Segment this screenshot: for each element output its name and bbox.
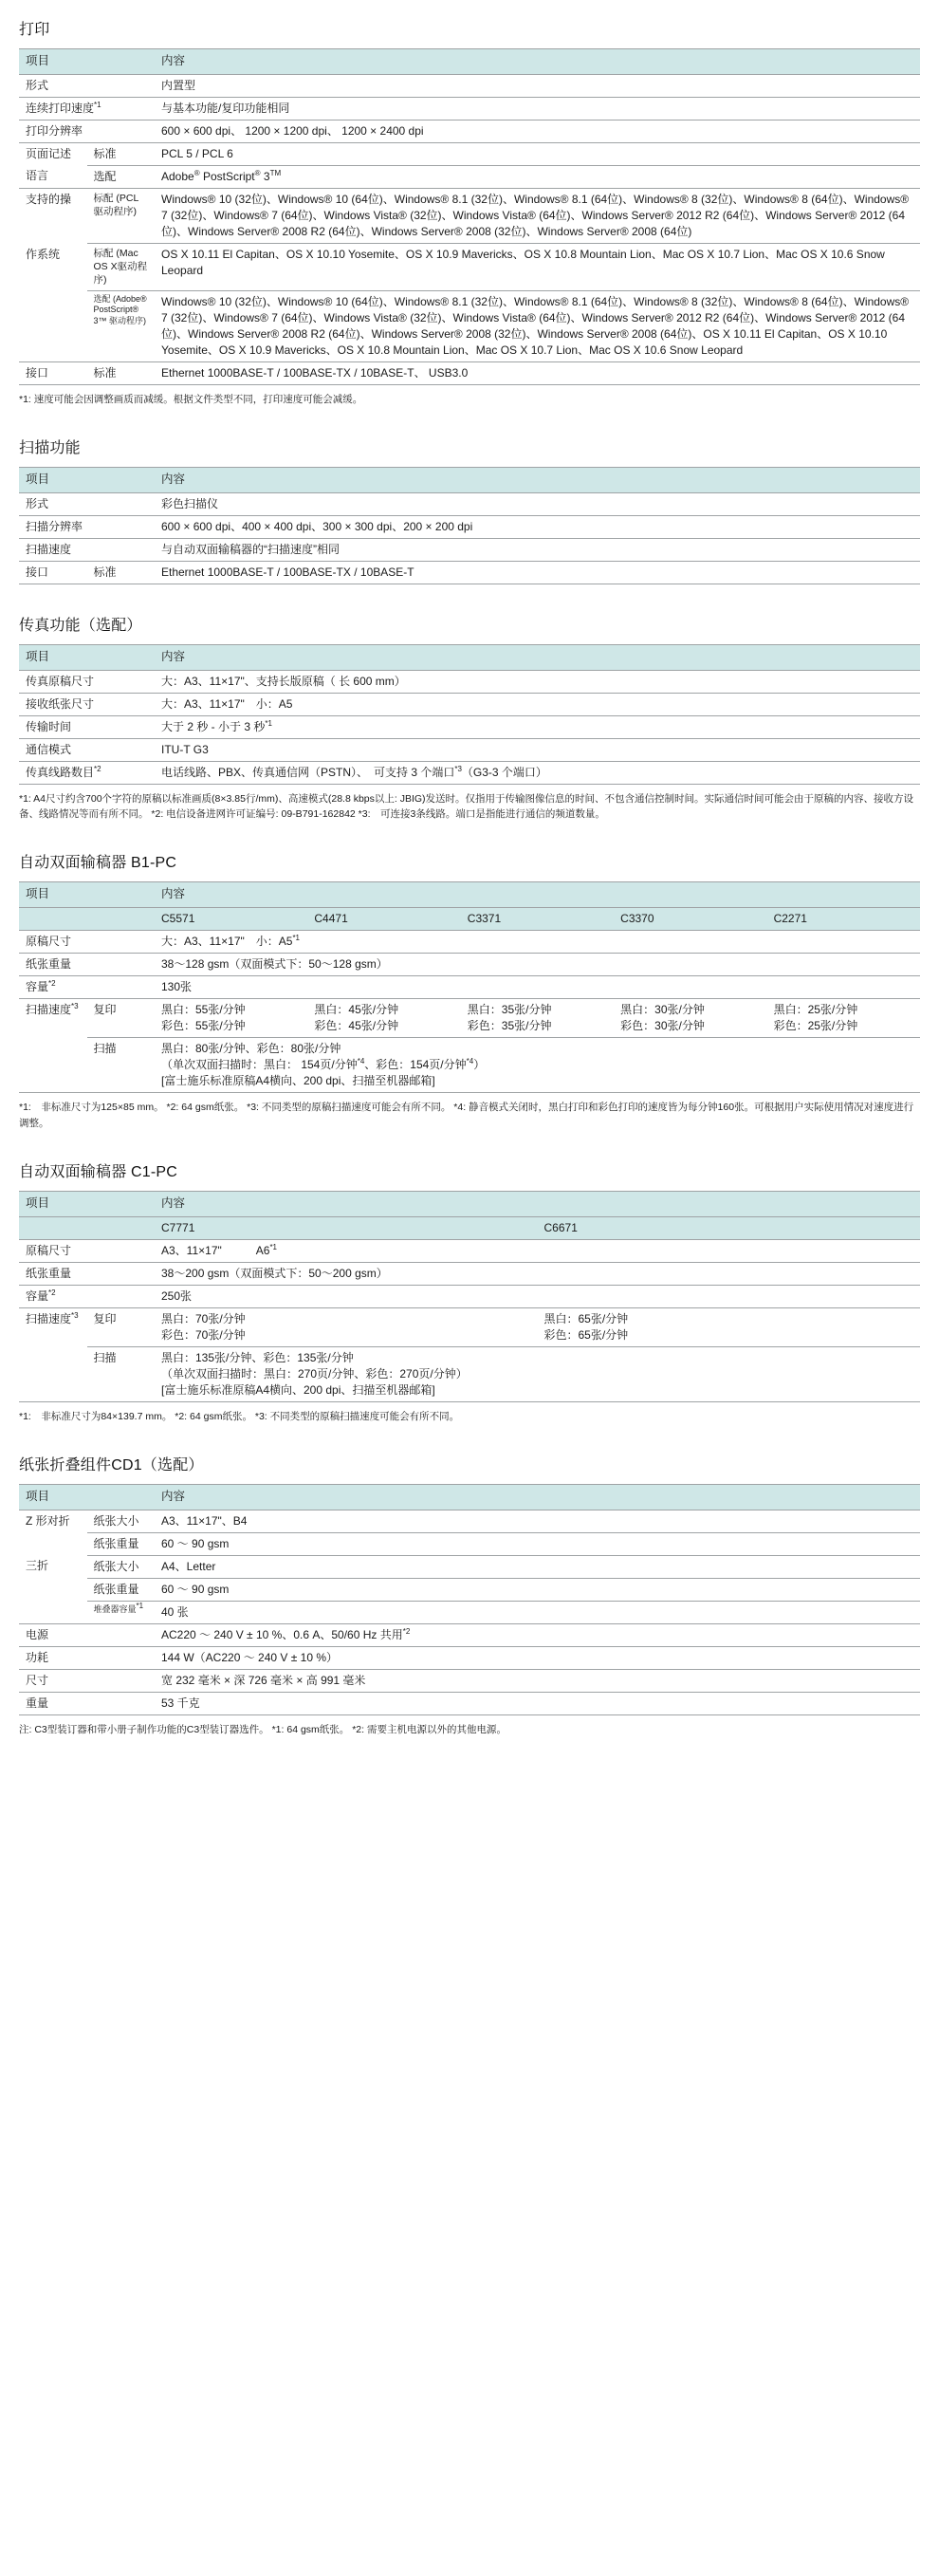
row-value-c1-scan	[155, 1346, 920, 1401]
fax-section-title: 传真功能（选配）	[19, 617, 142, 634]
row-value-print-speed: 与基本功能/复印功能相同	[155, 97, 920, 120]
column-header-item: 项目	[19, 49, 155, 75]
table-row	[19, 976, 920, 999]
table-row	[19, 538, 920, 561]
table-header-row	[19, 644, 920, 670]
table-row	[19, 954, 920, 976]
column-header-content: 内容	[155, 1191, 920, 1216]
row-value-scan-resolution: 600 × 600 dpi、400 × 400 dpi、300 × 300 dpi、200 × 200 dpi	[155, 515, 920, 538]
column-header-content: 内容	[155, 49, 920, 75]
column-header-content: 内容	[155, 882, 920, 908]
table-header-row	[19, 49, 920, 75]
footnote-marker: *3	[454, 764, 462, 773]
row-sublabel-os-mac: 标配 (Mac OS X驱动程序)	[87, 244, 156, 291]
row-label-tri-fold-cont	[19, 1578, 87, 1601]
feeder-b1-section-title: 自动双面输稿器 B1-PC	[19, 855, 177, 872]
bw-speed: 黑白：25张/分钟	[773, 1003, 858, 1017]
model-c3371: C3371	[461, 908, 614, 931]
row-value-b1-copy-c3371	[461, 999, 614, 1038]
ps-postscript: PostScript	[199, 169, 255, 183]
row-value-pdl-standard: PCL 5 / PCL 6	[155, 142, 920, 165]
footnote-marker: *1	[136, 1601, 144, 1610]
row-value-c1-paper-weight: 38〜200 gsm（双面模式下：50〜200 gsm）	[155, 1262, 920, 1285]
model-c7771: C7771	[155, 1216, 538, 1239]
table-header-row	[19, 1485, 920, 1510]
row-label-b1-capacity	[19, 976, 155, 999]
table-row	[19, 515, 920, 538]
row-sublabel-b1-copy: 复印	[87, 999, 156, 1038]
row-value-scan-interface: Ethernet 1000BASE-T / 100BASE-TX / 10BASE-T	[155, 561, 920, 584]
column-header-item: 项目	[19, 882, 155, 908]
row-label-fax-transmission-time: 传输时间	[19, 715, 155, 738]
row-label-print-speed	[19, 97, 155, 120]
row-value-fax-lines	[155, 761, 920, 784]
row-value-form: 内置型	[155, 74, 920, 97]
table-row	[19, 715, 920, 738]
scan-section-title: 扫描功能	[19, 439, 81, 456]
row-label-os-1: 支持的操	[26, 192, 72, 206]
row-value-c1-copy-c6671	[538, 1307, 921, 1346]
row-label-scan-speed: 扫描速度	[19, 538, 155, 561]
label-text: 堆叠器容量	[93, 1603, 137, 1614]
row-value-power-source	[155, 1624, 920, 1647]
row-label-power-source: 电源	[19, 1624, 155, 1647]
label-text: 容量	[26, 1288, 49, 1303]
row-label-z-fold: Z 形对折	[26, 1513, 70, 1528]
column-header-item: 项目	[19, 467, 155, 492]
table-header-row	[19, 882, 920, 908]
color-speed: 彩色：30张/分钟	[620, 1019, 705, 1033]
section-print	[19, 17, 920, 407]
row-value-interface: Ethernet 1000BASE-T / 100BASE-TX / 10BASE-T、 USB3.0	[155, 361, 920, 384]
table-row	[19, 120, 920, 142]
row-label-c1-capacity	[19, 1285, 155, 1307]
table-row	[19, 1578, 920, 1601]
section-feeder-b1	[19, 850, 920, 1131]
column-header-content: 内容	[155, 467, 920, 492]
value-text: 电话线路、PBX、传真通信网（PSTN）、 可支持 3 个端口	[161, 765, 455, 779]
table-row	[19, 165, 920, 188]
column-header-content: 内容	[155, 644, 920, 670]
table-row	[19, 999, 920, 1038]
table-model-row	[19, 908, 920, 931]
row-sublabel-stacker-capacity	[87, 1601, 156, 1623]
row-value-fax-paper-size: 大：A3、11×17" 小：A5	[155, 693, 920, 715]
model-c2271: C2271	[767, 908, 920, 931]
row-label-c1-scan-speed	[19, 1307, 87, 1346]
table-row	[19, 1262, 920, 1285]
table-row	[19, 761, 920, 784]
row-value-b1-copy-c5571	[155, 999, 307, 1038]
bw-speed: 黑白：55张/分钟	[161, 1003, 246, 1017]
scan-line2-c: ）	[473, 1058, 486, 1072]
bw-speed: 黑白：45张/分钟	[314, 1003, 399, 1017]
row-value-stacker-capacity: 40 张	[155, 1601, 920, 1623]
scan-line-1: 黑白：135张/分钟、彩色：135张/分钟	[161, 1350, 354, 1364]
row-sublabel-pdl-optional: 选配	[87, 165, 156, 188]
bw-speed: 黑白：65张/分钟	[543, 1311, 629, 1325]
row-sublabel-os-pcl: 标配 (PCL 驱动程序)	[87, 188, 156, 243]
color-speed: 彩色：70张/分钟	[161, 1327, 246, 1342]
table-row	[19, 1601, 920, 1623]
footnote-marker: *2	[48, 979, 56, 989]
scan-line-2: （单次双面扫描时：黑白：270页/分钟、彩色：270页/分钟）	[161, 1366, 468, 1381]
table-model-row	[19, 1216, 920, 1239]
column-header-item: 项目	[19, 1191, 155, 1216]
row-value-tri-paper-size: A4、Letter	[155, 1555, 920, 1578]
feeder-b1-footnote: *1: 非标准尺寸为125×85 mm。 *2: 64 gsm纸张。 *3: 不同类型的原稿扫描速度可能会有所不同。 *4: 静音模式关闭时，黑白打印和彩色打印的速度皆为每分钟160张。可根据用户实际使用情况对速度进行调整。	[19, 1102, 914, 1129]
model-c4471: C4471	[307, 908, 460, 931]
footnote-marker: *2	[94, 764, 101, 773]
model-row-spacer	[19, 1216, 155, 1239]
row-value-c1-original-size	[155, 1239, 920, 1262]
row-sublabel-c1-copy: 复印	[87, 1307, 156, 1346]
scan-line-1: 黑白：80张/分钟、彩色：80张/分钟	[161, 1042, 341, 1056]
row-value-c1-copy-c7771	[155, 1307, 538, 1346]
scan-line2-b: 、彩色：154页/分钟	[364, 1058, 467, 1072]
ps-three: 3	[260, 169, 270, 183]
row-value-b1-scan	[155, 1038, 920, 1093]
table-row	[19, 693, 920, 715]
table-header-row	[19, 467, 920, 492]
row-value-b1-capacity: 130张	[155, 976, 920, 999]
row-label-c1-original-size: 原稿尺寸	[19, 1239, 155, 1262]
table-row	[19, 1647, 920, 1670]
row-value-pdl-optional	[155, 165, 920, 188]
row-label-fax-original-size: 传真原稿尺寸	[19, 670, 155, 693]
table-row	[19, 361, 920, 384]
model-row-spacer	[19, 908, 155, 931]
row-sublabel-scan-interface: 标准	[87, 561, 156, 584]
value-text: AC220 〜 240 V ± 10 %、0.6 A、50/60 Hz 共用	[161, 1628, 403, 1642]
row-label-form: 形式	[19, 74, 155, 97]
registered-icon: ®	[193, 168, 200, 177]
scan-line2-a: （单次双面扫描时：黑白： 154页/分钟	[161, 1058, 358, 1072]
color-speed: 彩色：25张/分钟	[773, 1019, 858, 1033]
value-tail: （G3-3 个端口）	[461, 765, 547, 779]
row-label-scan-form: 形式	[19, 492, 155, 515]
row-label-os-3	[19, 290, 87, 361]
label-text: 容量	[26, 980, 49, 994]
label-text: 传真线路数目	[26, 765, 95, 779]
row-value-z-paper-size: A3、11×17"、B4	[155, 1510, 920, 1532]
row-label-tri-fold-cont2	[19, 1601, 87, 1623]
table-row	[19, 1307, 920, 1346]
row-value-weight: 53 千克	[155, 1693, 920, 1715]
scan-line-2	[161, 1057, 914, 1073]
row-value-power-consumption: 144 W（AC220 〜 240 V ± 10 %）	[155, 1647, 920, 1670]
table-row	[19, 1346, 920, 1401]
row-value-b1-original-size	[155, 931, 920, 954]
row-label-c1-paper-weight: 纸张重量	[19, 1262, 155, 1285]
row-value-b1-copy-c4471	[307, 999, 460, 1038]
row-value-b1-copy-c2271	[767, 999, 920, 1038]
row-sublabel-tri-paper-size: 纸张大小	[87, 1555, 156, 1578]
feeder-c1-spec-table	[19, 1191, 920, 1402]
label-text: 连续打印速度	[26, 101, 95, 115]
print-section-title: 打印	[19, 22, 50, 38]
footnote-marker: *4	[357, 1057, 365, 1066]
table-row	[19, 290, 920, 361]
table-row	[19, 142, 920, 165]
table-row	[19, 1285, 920, 1307]
folder-cd1-footnote: 注: C3型装订器和带小册子制作功能的C3型装订器选件。 *1: 64 gsm纸张。 *2: 需要主机电源以外的其他电源。	[19, 1724, 506, 1736]
scan-line-3: [富士施乐标准原稿A4横向、200 dpi、扫描至机器邮箱]	[161, 1074, 435, 1088]
scan-line-3: [富士施乐标准原稿A4横向、200 dpi、扫描至机器邮箱]	[161, 1382, 435, 1397]
footnote-marker: *1	[269, 1242, 277, 1251]
row-label-scan-resolution: 扫描分辨率	[19, 515, 155, 538]
footnote-marker: *1	[94, 100, 101, 109]
scan-spec-table	[19, 467, 920, 584]
row-label-interface: 接口	[19, 361, 87, 384]
row-sublabel-pdl-standard: 标准	[87, 142, 156, 165]
table-row	[19, 1670, 920, 1693]
row-label-tri-fold: 三折	[26, 1559, 49, 1573]
row-label-b1-paper-weight: 纸张重量	[19, 954, 155, 976]
row-label-scan-interface: 接口	[19, 561, 87, 584]
folder-cd1-section-title: 纸张折叠组件CD1（选配）	[19, 1457, 204, 1474]
print-spec-table	[19, 48, 920, 385]
row-label-fax-lines	[19, 761, 155, 784]
table-row	[19, 74, 920, 97]
footnote-marker: *4	[466, 1057, 474, 1066]
row-value-dimensions: 宽 232 毫米 × 深 726 毫米 × 高 991 毫米	[155, 1670, 920, 1693]
table-row	[19, 670, 920, 693]
row-sublabel-z-paper-weight: 纸张重量	[87, 1532, 156, 1555]
ps-adobe: Adobe	[161, 169, 194, 183]
bw-speed: 黑白：30张/分钟	[620, 1003, 705, 1017]
row-label-power-consumption: 功耗	[19, 1647, 155, 1670]
table-row	[19, 1510, 920, 1532]
row-label-fax-comm-mode: 通信模式	[19, 738, 155, 761]
bw-speed: 黑白：35张/分钟	[467, 1003, 552, 1017]
label-text: 扫描速度	[26, 1003, 72, 1017]
table-row	[19, 1624, 920, 1647]
value-text: 大：A3、11×17" 小：A5	[161, 935, 293, 949]
fax-spec-table	[19, 644, 920, 785]
footnote-marker: *3	[71, 1002, 79, 1011]
bw-speed: 黑白：70张/分钟	[161, 1311, 246, 1325]
row-value-tri-paper-weight: 60 〜 90 gsm	[155, 1578, 920, 1601]
row-label-weight: 重量	[19, 1693, 155, 1715]
row-label-os-2: 作系统	[26, 247, 61, 261]
row-value-fax-transmission-time	[155, 715, 920, 738]
table-row	[19, 931, 920, 954]
row-sublabel-os-postscript: 选配 (Adobe® PostScript® 3™ 驱动程序)	[87, 290, 156, 361]
fax-footnote: *1: A4尺寸约含700个字符的原稿以标准画质(8×3.85行/mm)、高速模式(28.8 kbps以上: JBIG)发送时。仅指用于传输图像信息的时间、不包含通信控制时间。实际通信时间可能会由于原稿的内容、接收方设备、线路情况等而有所不同。 *2: 电信设备进网许可证编号: 09-B791-162842 *3: 可连接3条线路。端口是指能进行通信的频道数量。	[19, 792, 914, 820]
row-label-pdl-2: 语言	[19, 165, 87, 188]
row-value-os-mac: OS X 10.11 El Capitan、OS X 10.10 Yosemite、OS X 10.9 Mavericks、OS X 10.8 Mountain Lion、Mac OS X 10.7 Lion、Mac OS X 10.6 Snow Leopard	[155, 244, 920, 291]
feeder-c1-section-title: 自动双面输稿器 C1-PC	[19, 1163, 178, 1180]
table-row	[19, 738, 920, 761]
footnote-marker: *1	[265, 718, 272, 728]
row-value-os-pcl: Windows® 10 (32位)、Windows® 10 (64位)、Windows® 8.1 (32位)、Windows® 8.1 (64位)、Windows® 8 (32位)、Windows® 8 (64位)、Windows® 7 (32位)、Windows® 7 (64位)、Windows Vista® (32位)、Windows Vista® (64位)、Windows Server® 2012 R2 (64位)、Windows Server® 2012 (64位)、Windows Server® 2008 R2 (64位)、Windows Server® 2008 (32位)、Windows Server® 2008 (64位)	[155, 188, 920, 243]
label-text: 扫描速度	[26, 1311, 72, 1325]
table-row	[19, 1555, 920, 1578]
model-c6671: C6671	[538, 1216, 921, 1239]
table-header-row	[19, 1191, 920, 1216]
row-value-os-postscript: Windows® 10 (32位)、Windows® 10 (64位)、Windows® 8.1 (32位)、Windows® 8.1 (64位)、Windows® 8 (32位)、Windows® 8 (64位)、Windows® 7 (32位)、Windows® 7 (64位)、Windows Vista® (32位)、Windows Vista® (64位)、Windows Server® 2012 R2 (64位)、Windows Server® 2012 (64位)、Windows Server® 2008 R2 (64位)、Windows Server® 2008 (32位)、Windows Server® 2008 (64位)、OS X 10.11 El Capitan、OS X 10.10 Yosemite、OS X 10.9 Mavericks、OS X 10.8 Mountain Lion、Mac OS X 10.7 Lion、Mac OS X 10.6 Snow Leopard	[155, 290, 920, 361]
row-value-scan-speed: 与自动双面输稿器的“扫描速度”相同	[155, 538, 920, 561]
row-sublabel-c1-scan: 扫描	[87, 1346, 156, 1401]
row-label-dimensions: 尺寸	[19, 1670, 155, 1693]
footnote-marker: *2	[402, 1627, 411, 1637]
footnote-marker: *3	[71, 1310, 79, 1320]
row-value-c1-capacity: 250张	[155, 1285, 920, 1307]
table-row	[19, 1693, 920, 1715]
row-value-b1-paper-weight: 38〜128 gsm（双面模式下：50〜128 gsm）	[155, 954, 920, 976]
row-label-z-fold-cont	[19, 1532, 87, 1555]
row-label-pdl-1: 页面记述	[26, 146, 72, 160]
model-c3370: C3370	[614, 908, 766, 931]
footnote-marker: *1	[292, 934, 300, 943]
value-text: A3、11×17" A6	[161, 1243, 270, 1257]
row-sublabel-b1-scan: 扫描	[87, 1038, 156, 1093]
row-value-scan-form: 彩色扫描仪	[155, 492, 920, 515]
feeder-c1-footnote: *1: 非标准尺寸为84×139.7 mm。 *2: 64 gsm纸张。 *3: 不同类型的原稿扫描速度可能会有所不同。	[19, 1410, 460, 1422]
column-header-content: 内容	[155, 1485, 920, 1510]
row-label-c1-scan-speed-cont	[19, 1346, 87, 1401]
section-scan	[19, 436, 920, 584]
color-speed: 彩色：65张/分钟	[543, 1327, 629, 1342]
registered-icon: ®	[254, 168, 261, 177]
trademark-icon: TM	[269, 168, 282, 177]
row-sublabel-interface-standard: 标准	[87, 361, 156, 384]
row-value-b1-copy-c3370	[614, 999, 766, 1038]
table-row	[19, 1532, 920, 1555]
value-text: 大于 2 秒 - 小于 3 秒	[161, 719, 266, 733]
table-row	[19, 1038, 920, 1093]
color-speed: 彩色：55张/分钟	[161, 1019, 246, 1033]
row-label-b1-scan-speed	[19, 999, 87, 1038]
table-row	[19, 97, 920, 120]
row-value-fax-original-size: 大：A3、11×17"、支持长版原稿（ 长 600 mm）	[155, 670, 920, 693]
row-value-z-paper-weight: 60 〜 90 gsm	[155, 1532, 920, 1555]
row-label-resolution: 打印分辨率	[19, 120, 155, 142]
row-sublabel-tri-paper-weight: 纸张重量	[87, 1578, 156, 1601]
feeder-b1-spec-table	[19, 881, 920, 1093]
section-folder-cd1	[19, 1453, 920, 1737]
row-label-fax-paper-size: 接收纸张尺寸	[19, 693, 155, 715]
row-value-fax-comm-mode: ITU-T G3	[155, 738, 920, 761]
table-row	[19, 1239, 920, 1262]
row-label-b1-scan-speed-cont	[19, 1038, 87, 1093]
table-row	[19, 492, 920, 515]
footnote-marker: *2	[48, 1288, 56, 1297]
table-row	[19, 188, 920, 243]
row-value-resolution: 600 × 600 dpi、 1200 × 1200 dpi、 1200 × 2400 dpi	[155, 120, 920, 142]
table-row	[19, 561, 920, 584]
table-row	[19, 244, 920, 291]
column-header-item: 项目	[19, 644, 155, 670]
color-speed: 彩色：35张/分钟	[467, 1019, 552, 1033]
column-header-item: 项目	[19, 1485, 155, 1510]
model-c5571: C5571	[155, 908, 307, 931]
row-label-b1-original-size: 原稿尺寸	[19, 931, 155, 954]
folder-cd1-spec-table	[19, 1484, 920, 1715]
section-fax	[19, 613, 920, 822]
row-sublabel-z-paper-size: 纸张大小	[87, 1510, 156, 1532]
color-speed: 彩色：45张/分钟	[314, 1019, 399, 1033]
section-feeder-c1	[19, 1159, 920, 1424]
print-footnote: *1: 速度可能会因调整画质而减缓。根据文件类型不同，打印速度可能会减缓。	[19, 393, 363, 405]
